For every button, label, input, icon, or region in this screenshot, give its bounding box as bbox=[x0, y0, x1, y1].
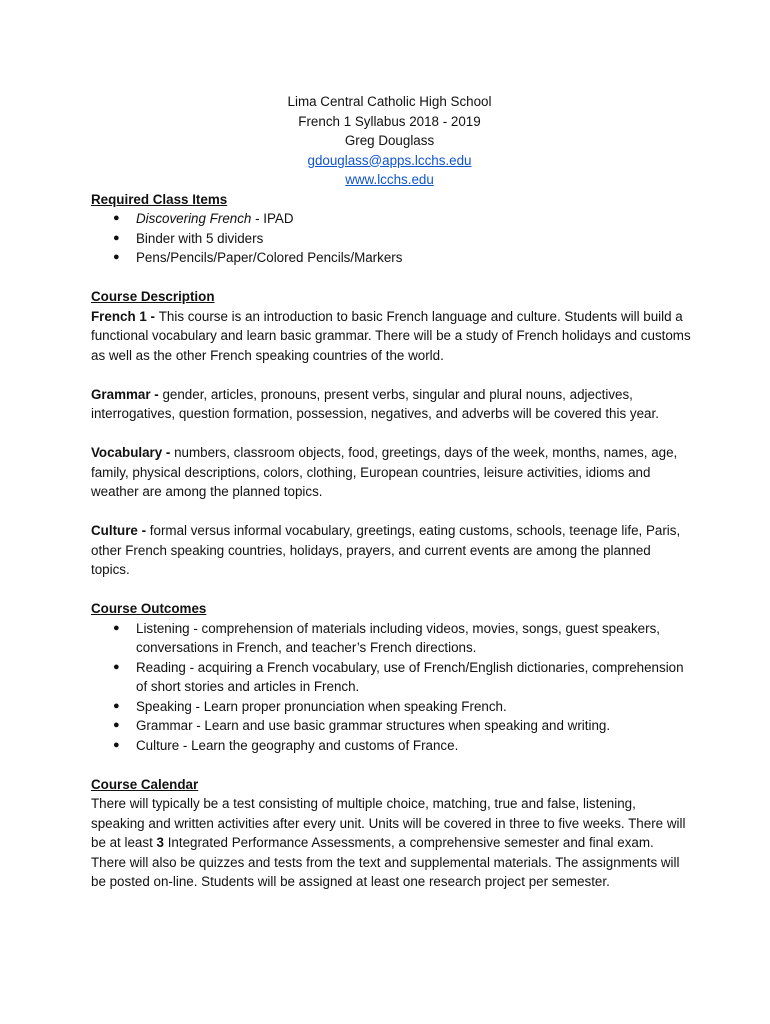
calendar-paragraph bbox=[91, 794, 691, 892]
syllabus-header bbox=[88, 92, 691, 190]
outcome-reading: Reading - acquiring a French vocabulary, use of French/English dictionaries, comprehension of short stories and articles in French. bbox=[136, 659, 684, 694]
bullet-icon: ● bbox=[113, 621, 120, 634]
email-link[interactable]: gdouglass@apps.lcchs.edu bbox=[307, 152, 472, 168]
course-calendar-heading: Course Calendar bbox=[91, 776, 199, 792]
list-item bbox=[91, 209, 691, 229]
list-item bbox=[91, 697, 691, 717]
outcome-speaking: Speaking - Learn proper pronunciation when speaking French. bbox=[136, 698, 507, 714]
grammar-label: Grammar - bbox=[91, 386, 163, 402]
list-item bbox=[91, 736, 691, 756]
outcome-listening: Listening - comprehension of materials including videos, movies, songs, guest speakers, conversations in French, and teacher’s French directions. bbox=[136, 620, 660, 655]
teacher-name: Greg Douglass bbox=[344, 133, 435, 148]
grammar-paragraph bbox=[91, 385, 691, 424]
culture-label: Culture - bbox=[91, 523, 150, 538]
syllabus-title: French 1 Syllabus 2018 - 2019 bbox=[298, 113, 481, 129]
bullet-icon: ● bbox=[113, 212, 120, 224]
required-items-list bbox=[91, 209, 691, 268]
vocabulary-paragraph bbox=[91, 443, 691, 502]
bullet-icon: ● bbox=[113, 251, 120, 263]
binder-item: Binder with 5 dividers bbox=[136, 230, 264, 246]
school-name: Lima Central Catholic High School bbox=[287, 94, 492, 109]
vocabulary-text: numbers, classroom objects, food, greetings, days of the week, months, names, age, family, physical descriptions, colors, clothing, European countries, leisure activities, idioms and weather are among the planned topics. bbox=[91, 445, 678, 499]
outcome-grammar: Grammar - Learn and use basic grammar structures when speaking and writing. bbox=[136, 718, 611, 733]
bullet-icon: ● bbox=[113, 660, 120, 673]
calendar-text-before: There will typically be a test consisting of multiple choice, matching, true and false, listening, speaking and written activities after every unit. Units will be covered in three to five weeks. There will be at least bbox=[91, 796, 686, 850]
list-item bbox=[91, 619, 691, 658]
textbook-title: Discovering French bbox=[136, 211, 252, 226]
syllabus-content bbox=[91, 92, 691, 892]
list-item bbox=[91, 658, 691, 697]
assessment-count: 3 bbox=[156, 835, 164, 850]
french1-paragraph bbox=[91, 307, 691, 366]
required-items-heading: Required Class Items bbox=[91, 191, 228, 207]
website-link[interactable]: www.lcchs.edu bbox=[345, 172, 434, 187]
bullet-icon: ● bbox=[113, 699, 120, 712]
list-item bbox=[91, 248, 691, 268]
course-outcomes-heading: Course Outcomes bbox=[91, 601, 207, 616]
calendar-text-after: Integrated Performance Assessments, a comprehensive semester and final exam. There will also be quizzes and tests from the text and supplemental materials. The assignments will be posted on-line. Students will be assigned at least one research project per semester. bbox=[91, 835, 680, 889]
bullet-icon: ● bbox=[113, 738, 120, 751]
outcome-culture: Culture - Learn the geography and customs of France. bbox=[136, 737, 459, 753]
list-item bbox=[91, 716, 691, 736]
bullet-icon: ● bbox=[113, 719, 120, 731]
grammar-text: gender, articles, pronouns, present verbs, singular and plural nouns, adjectives, interrogatives, question formation, possession, negatives, and adverbs will be covered this year. bbox=[91, 386, 659, 421]
culture-paragraph bbox=[91, 521, 691, 580]
culture-text: formal versus informal vocabulary, greetings, eating customs, schools, teenage life, Paris, other French speaking countries, holidays, prayers, and current events are among the planned topics. bbox=[91, 523, 681, 577]
supplies-item: Pens/Pencils/Paper/Colored Pencils/Markers bbox=[136, 250, 403, 265]
course-outcomes-list bbox=[91, 619, 691, 756]
list-item bbox=[91, 229, 691, 249]
course-description-heading: Course Description bbox=[91, 289, 215, 304]
french1-label: French 1 - bbox=[91, 308, 159, 324]
bullet-icon: ● bbox=[113, 231, 120, 244]
textbook-format: - IPAD bbox=[251, 211, 294, 226]
vocabulary-label: Vocabulary - bbox=[91, 445, 175, 460]
french1-text: This course is an introduction to basic French language and culture. Students will build a functional vocabulary and learn basic grammar. There will be a study of French holidays and customs as well as the other French speaking countries of the world. bbox=[91, 308, 691, 363]
